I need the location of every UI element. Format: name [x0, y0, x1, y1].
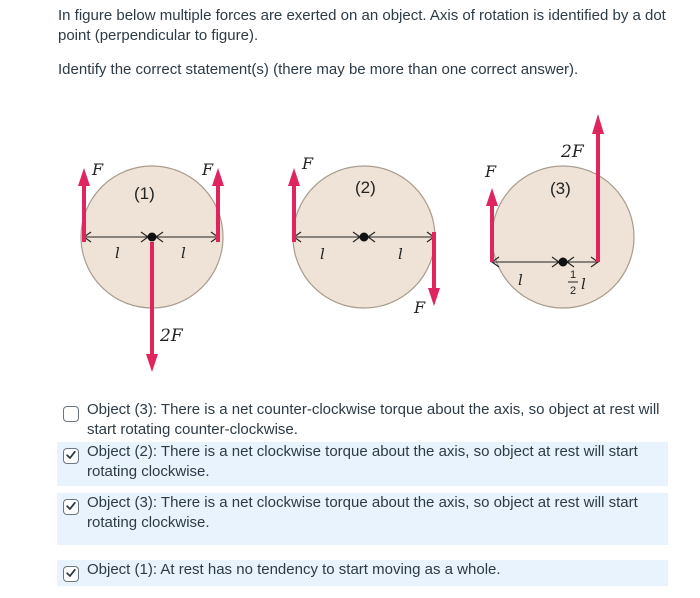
answer-option-4[interactable]: [57, 560, 668, 586]
disk-2-label: (2): [355, 178, 376, 197]
disk-3-label: (3): [550, 179, 571, 198]
checkmark-icon: [66, 501, 76, 511]
disk-1-arm-left: l: [115, 244, 120, 262]
answer-3-text: Object (3): There is a net clockwise torque about the axis, so object at rest will start rotating clockwise.: [87, 494, 638, 531]
answer-1-text: Object (3): There is a net counter-clockwise torque about the axis, so object at rest will start rotating counter-clockwise.: [87, 401, 660, 438]
disk-1-label: (1): [134, 184, 155, 203]
answer-4-text: Object (1): At rest has no tendency to start moving as a whole.: [87, 561, 501, 578]
answer-2-text: Object (2): There is a net clockwise torque about the axis, so object at rest will start rotating clockwise.: [87, 443, 638, 480]
disk-2-axis-dot: [360, 233, 369, 242]
question-text: In figure below multiple forces are exerted on an object. Axis of rotation is identified by a dot point (perpendicular to figure).: [58, 7, 666, 44]
disk-1-label-f-left: F: [92, 160, 104, 179]
answer-1-checkbox[interactable]: [63, 406, 79, 422]
disk-2-arm-right: l: [398, 245, 403, 263]
disk-1-axis-dot: [148, 233, 157, 242]
disk-3-fraction-var: l: [581, 275, 586, 293]
question-instruction: Identify the correct statement(s) (there may be more than one correct answer).: [58, 61, 579, 78]
checkmark-icon: [66, 450, 76, 460]
disk-3-fraction-numerator: 1: [570, 269, 577, 281]
disk-3-fraction-denominator: 2: [570, 285, 577, 297]
answer-2-checkbox[interactable]: [63, 448, 79, 464]
disk-1-label-f-right: F: [202, 160, 214, 179]
answer-4-checkbox[interactable]: [63, 566, 79, 582]
disk-1-label-2f: 2F: [160, 326, 183, 346]
disk-2-label-f-up: F: [302, 154, 314, 173]
checkmark-icon: [66, 568, 76, 578]
answer-option-3[interactable]: [57, 493, 668, 545]
answer-3-checkbox[interactable]: [63, 499, 79, 515]
disk-2-arm-left: l: [320, 245, 325, 263]
disk-3-arm-left: l: [518, 271, 523, 289]
disk-1-arm-right: l: [181, 244, 186, 262]
answer-option-2[interactable]: [57, 442, 668, 486]
disk-3-label-f-left: F: [485, 162, 497, 181]
disk-3-group: [484, 114, 634, 308]
disk-1-group: [78, 160, 224, 372]
disk-3-axis-dot: [559, 258, 568, 267]
disk-2-label-f-down: F: [414, 298, 426, 317]
disk-3-label-2f: 2F: [561, 142, 584, 162]
answer-option-1[interactable]: [57, 400, 668, 440]
disk-2-group: [288, 154, 440, 317]
